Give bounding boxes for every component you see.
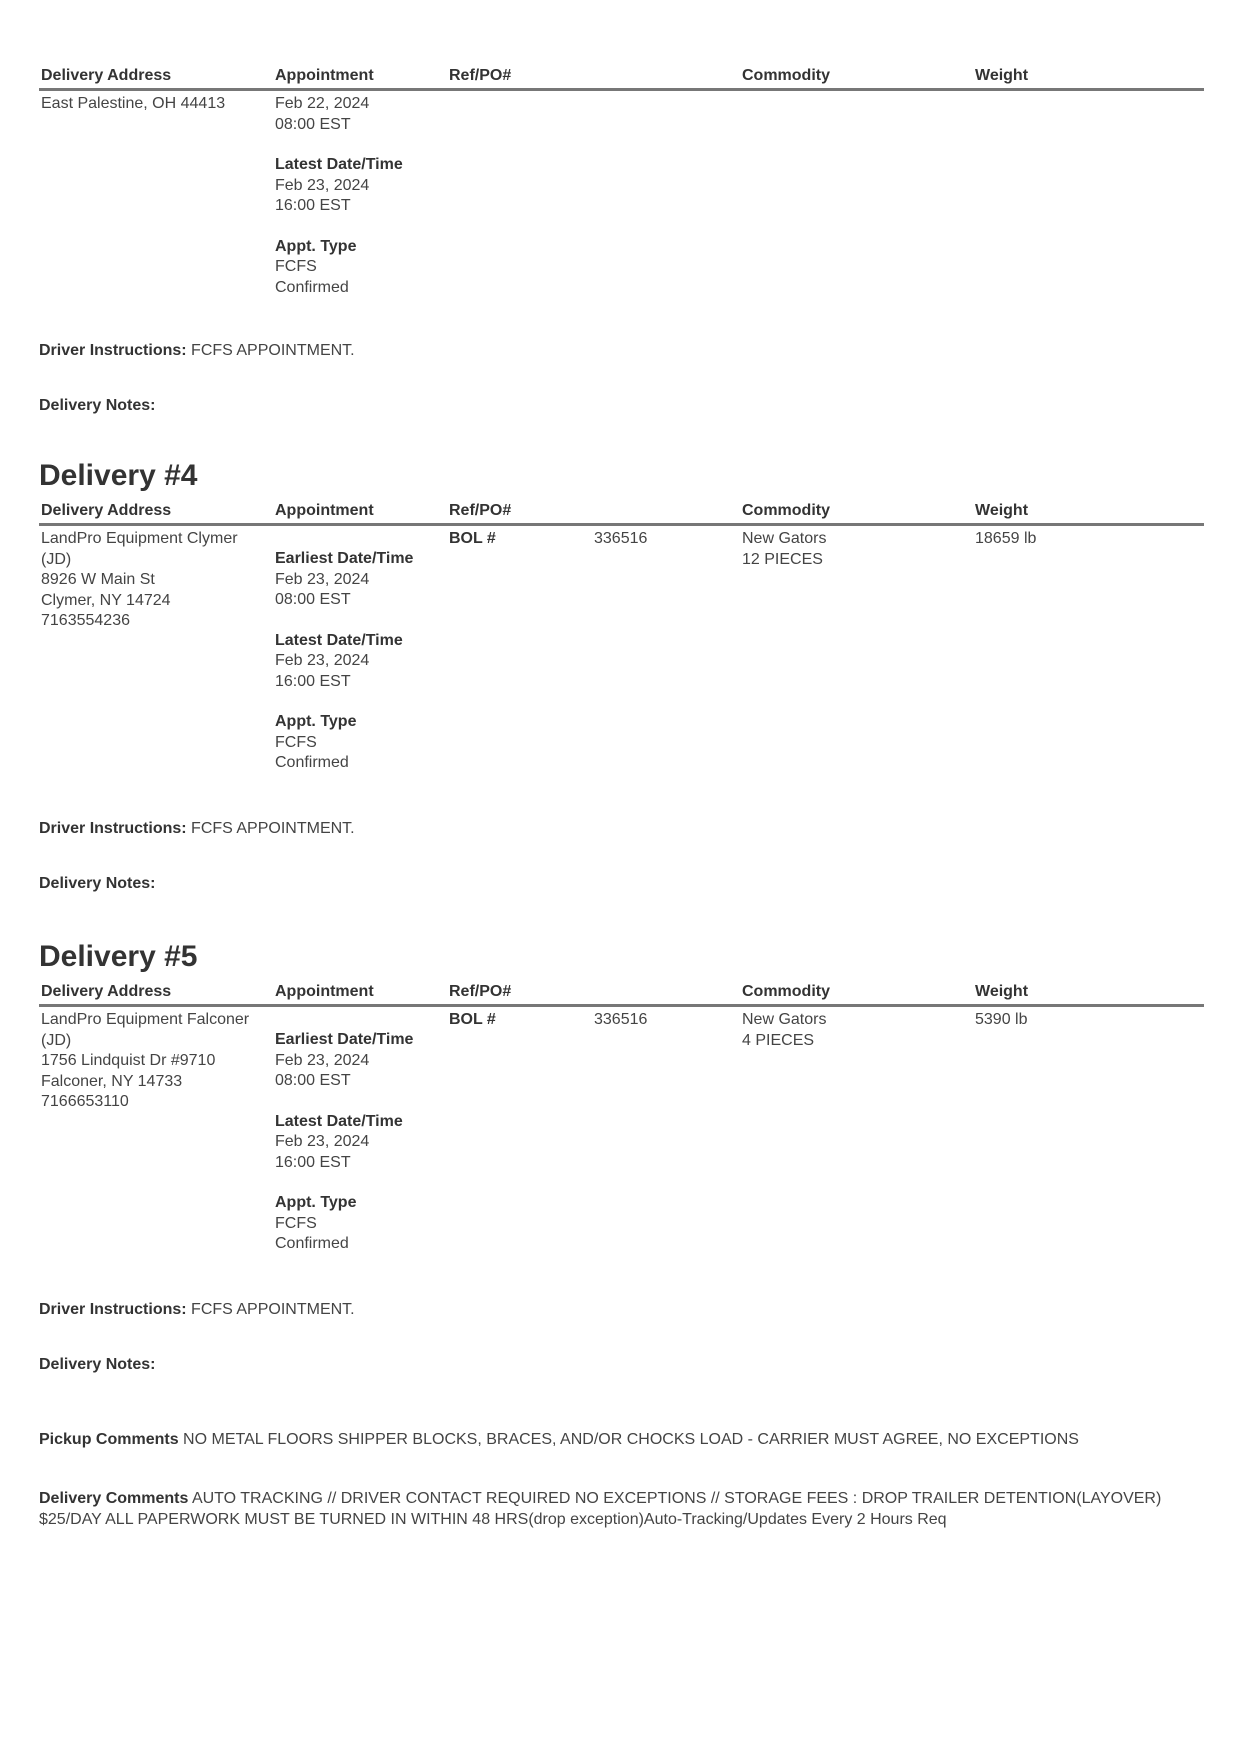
col-appointment: Appointment — [275, 67, 374, 84]
pickup-comments — [39, 1430, 1209, 1451]
delivery-title: Delivery #5 — [39, 940, 198, 973]
driver-instructions-text: FCFS APPOINTMENT. — [191, 820, 355, 837]
latest-label: Latest Date/Time — [275, 156, 403, 173]
appt-type-block — [275, 1193, 413, 1255]
col-commodity: Commodity — [742, 983, 830, 1000]
earliest-block — [275, 94, 403, 135]
address-line: LandPro Equipment Falconer — [41, 1011, 250, 1028]
address-line: 1756 Lindquist Dr #9710 — [41, 1052, 216, 1069]
earliest-label: Earliest Date/Time — [275, 1031, 414, 1048]
col-delivery-address: Delivery Address — [41, 983, 172, 1000]
delivery-address-cell — [41, 94, 225, 115]
earliest-block — [275, 1030, 413, 1092]
earliest-block — [275, 549, 413, 611]
pickup-comments-text: NO METAL FLOORS SHIPPER BLOCKS, BRACES, AND/OR CHOCKS LOAD - CARRIER MUST AGREE, NO EXCEPTIONS — [183, 1431, 1079, 1448]
ref-label: BOL # — [449, 530, 496, 547]
appt-type: FCFS — [275, 733, 317, 751]
delivery-notes — [39, 1355, 156, 1375]
appt-type: FCFS — [275, 258, 317, 275]
delivery-comments-label: Delivery Comments — [39, 1490, 189, 1507]
latest-label: Latest Date/Time — [275, 1112, 403, 1130]
commodity-name: New Gators — [742, 1011, 827, 1028]
commodity-cell — [742, 1010, 826, 1051]
driver-instructions-label: Driver Instructions: — [39, 820, 187, 837]
col-weight: Weight — [975, 502, 1029, 519]
delivery-notes — [39, 874, 156, 894]
delivery-address-cell — [41, 1010, 249, 1113]
appointment-cell — [275, 1030, 413, 1255]
address-phone: 7163554236 — [41, 612, 130, 629]
latest-date: Feb 23, 2024 — [275, 652, 370, 669]
column-header-row — [39, 982, 1204, 1007]
latest-date: Feb 23, 2024 — [275, 176, 370, 194]
earliest-date: Feb 23, 2024 — [275, 570, 370, 588]
appt-status: Confirmed — [275, 754, 349, 771]
commodity-pieces: 4 PIECES — [742, 1031, 815, 1049]
earliest-time: 08:00 EST — [275, 1072, 351, 1089]
commodity-name: New Gators — [742, 530, 827, 547]
ref-value: 336516 — [594, 1011, 648, 1028]
col-commodity: Commodity — [742, 67, 830, 84]
column-header-row — [39, 501, 1204, 526]
appt-type-label: Appt. Type — [275, 1194, 357, 1211]
delivery-comments-text: AUTO TRACKING // DRIVER CONTACT REQUIRED NO EXCEPTIONS // STORAGE FEES : DROP TRAILER DETENTION(LAYOVER) $25/DAY ALL PAPERWORK MUST BE TURNED IN WITHIN 48 HRS(drop exception)Auto-Tracking/Updates Every 2 Hours Req — [39, 1490, 1162, 1528]
delivery-notes-label: Delivery Notes: — [39, 875, 156, 892]
address-line: Clymer, NY 14724 — [41, 591, 171, 609]
address-phone: 7166653110 — [41, 1093, 129, 1110]
commodity-pieces: 12 PIECES — [742, 550, 823, 568]
latest-block — [275, 155, 403, 217]
earliest-date: Feb 23, 2024 — [275, 1051, 370, 1069]
latest-time: 16:00 EST — [275, 1153, 351, 1171]
latest-time: 16:00 EST — [275, 672, 351, 690]
address-line: (JD) — [41, 550, 72, 568]
address-line: (JD) — [41, 1031, 72, 1049]
col-appointment: Appointment — [275, 983, 374, 1000]
col-ref-po: Ref/PO# — [449, 502, 512, 519]
appointment-cell — [275, 549, 413, 774]
earliest-label: Earliest Date/Time — [275, 550, 414, 567]
column-header-row — [39, 66, 1204, 91]
driver-instructions-label: Driver Instructions: — [39, 1301, 187, 1318]
ref-label: BOL # — [449, 1011, 496, 1028]
appt-type-block — [275, 237, 403, 299]
driver-instructions-label: Driver Instructions: — [39, 342, 187, 359]
commodity-cell — [742, 529, 826, 570]
driver-instructions — [39, 1300, 355, 1320]
col-ref-po: Ref/PO# — [449, 67, 512, 84]
driver-instructions — [39, 819, 355, 839]
appt-type-block — [275, 712, 413, 774]
address-line: LandPro Equipment Clymer — [41, 530, 238, 547]
earliest-date: Feb 22, 2024 — [275, 95, 370, 112]
earliest-time: 08:00 EST — [275, 591, 351, 608]
weight-value: 18659 lb — [975, 530, 1037, 547]
appt-type-label: Appt. Type — [275, 237, 357, 255]
col-delivery-address: Delivery Address — [41, 502, 172, 519]
address-line: 8926 W Main St — [41, 571, 155, 588]
ref-value: 336516 — [594, 530, 648, 547]
delivery-comments — [39, 1489, 1209, 1530]
latest-label: Latest Date/Time — [275, 631, 403, 649]
appt-type: FCFS — [275, 1214, 317, 1232]
latest-block — [275, 631, 413, 693]
driver-instructions-text: FCFS APPOINTMENT. — [191, 1301, 355, 1318]
appt-status: Confirmed — [275, 278, 349, 296]
delivery-notes-label: Delivery Notes: — [39, 1356, 156, 1373]
latest-time: 16:00 EST — [275, 197, 351, 214]
address-line: Falconer, NY 14733 — [41, 1072, 183, 1090]
col-commodity: Commodity — [742, 502, 830, 519]
latest-date: Feb 23, 2024 — [275, 1133, 370, 1150]
col-weight: Weight — [975, 983, 1029, 1000]
appointment-cell — [275, 94, 403, 298]
address-line: East Palestine, OH 44413 — [41, 95, 226, 112]
delivery-address-cell — [41, 529, 238, 632]
driver-instructions-text: FCFS APPOINTMENT. — [191, 342, 355, 359]
delivery-notes — [39, 396, 156, 416]
col-delivery-address: Delivery Address — [41, 67, 172, 84]
col-weight: Weight — [975, 67, 1029, 84]
driver-instructions — [39, 341, 355, 361]
appt-type-label: Appt. Type — [275, 713, 357, 730]
appt-status: Confirmed — [275, 1235, 349, 1252]
weight-value: 5390 lb — [975, 1011, 1028, 1028]
delivery-title: Delivery #4 — [39, 459, 198, 492]
pickup-comments-label: Pickup Comments — [39, 1431, 179, 1448]
latest-block — [275, 1112, 413, 1174]
delivery-notes-label: Delivery Notes: — [39, 397, 156, 414]
col-appointment: Appointment — [275, 502, 374, 519]
earliest-time: 08:00 EST — [275, 115, 351, 133]
col-ref-po: Ref/PO# — [449, 983, 512, 1000]
